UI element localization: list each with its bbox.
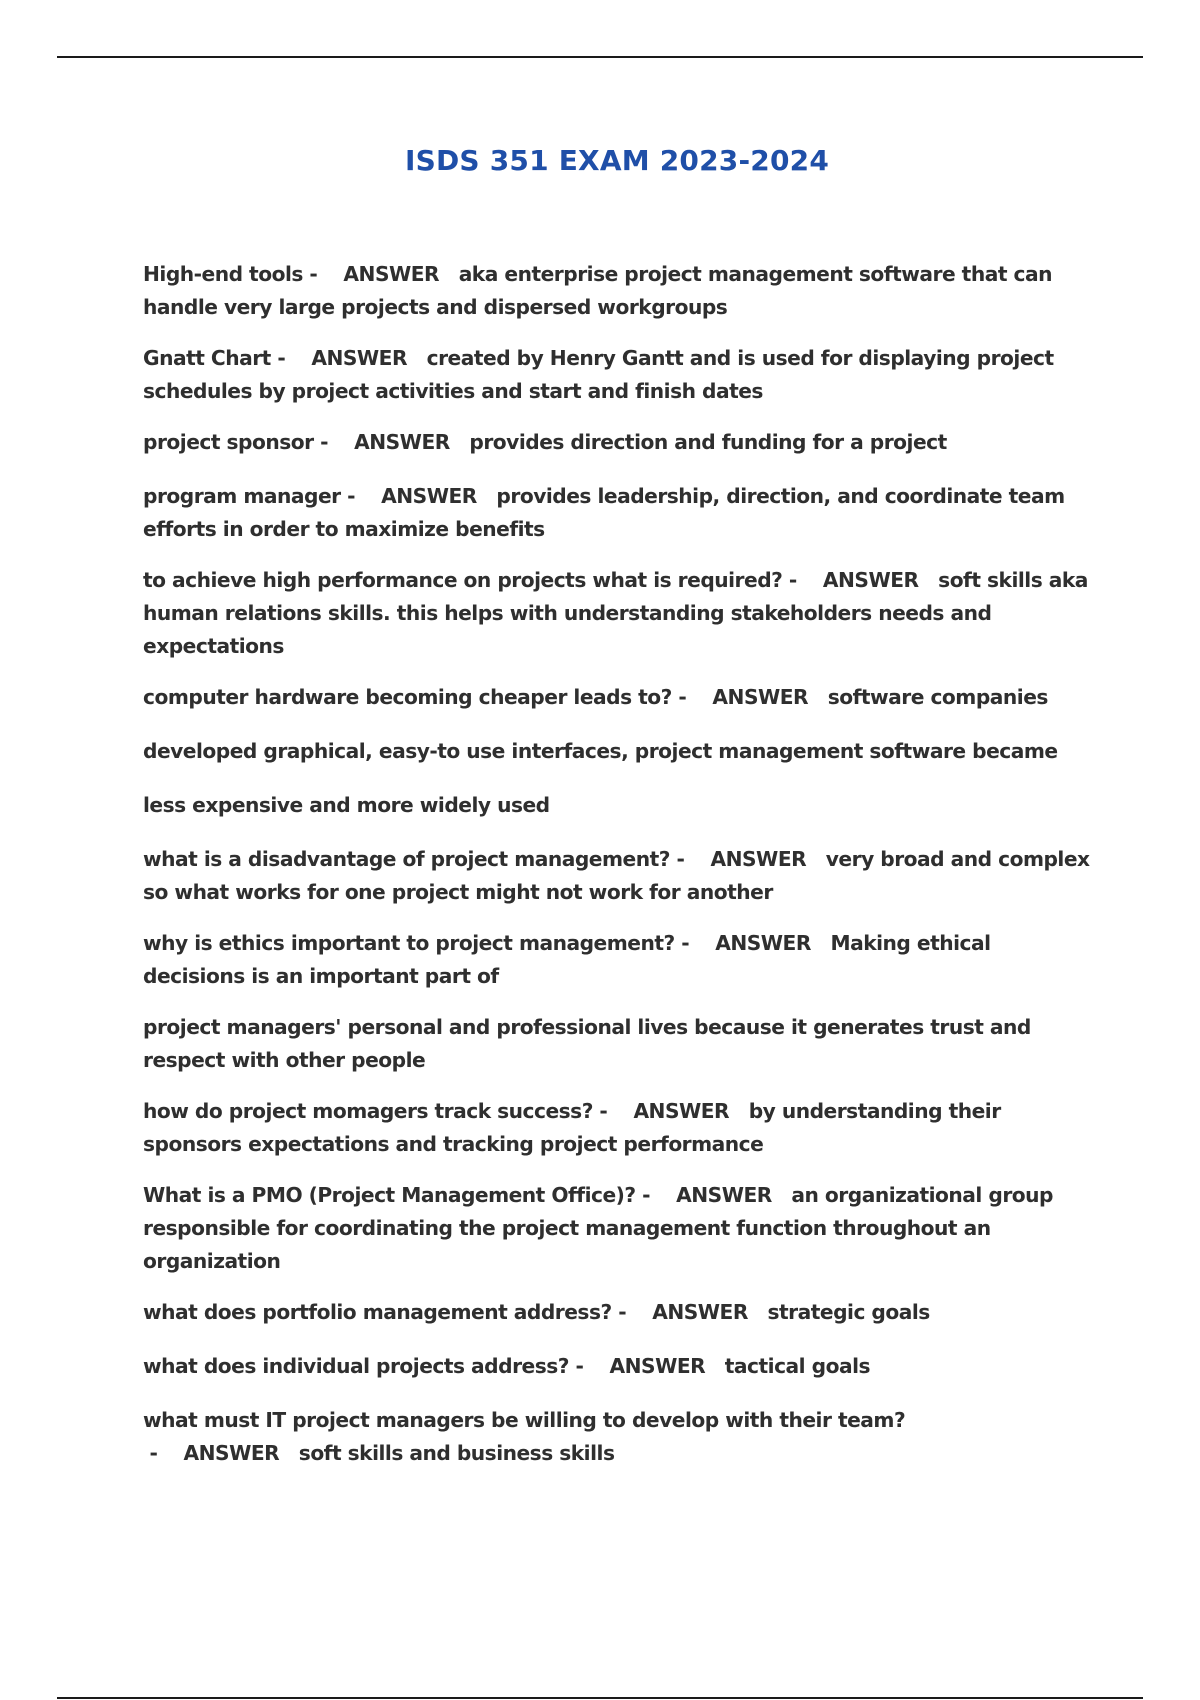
question-text: what must IT project managers be willing to develop with their team? [143,1408,906,1432]
answer-text: created by Henry Gantt and is used for displaying project schedules by project activities and start and finish dates [143,346,1054,403]
answer-label: ANSWER [633,1099,730,1123]
qa-item [143,681,1093,714]
answer-text: tactical goals [724,1354,871,1378]
question-text: program manager [143,484,341,508]
qa-item [143,1095,1093,1161]
answer-label: ANSWER [710,847,807,871]
qa-item [143,342,1093,408]
separator: - [592,1099,614,1123]
qa-item [143,426,1093,459]
answer-text: provides leadership, direction, and coordinate team efforts in order to maximize benefits [143,484,1065,541]
question-text: Gnatt Chart [143,346,271,370]
answer-text: Making ethical decisions is an important part of [143,931,991,988]
continuation-line: less expensive and more widely used [143,793,550,817]
answer-label: ANSWER [822,568,919,592]
question-text: what is a disadvantage of project management? [143,847,670,871]
separator: - [568,1354,590,1378]
footer-rule [57,1697,1143,1699]
qa-item [143,843,1093,909]
answer-label: ANSWER [354,430,450,454]
answer-label: ANSWER [676,1183,772,1207]
question-text: why is ethics important to project management? [143,931,675,955]
question-text: project sponsor [143,430,314,454]
answer-text: soft skills aka human relations skills. this helps with understanding stakeholders needs and expectations [143,568,1088,658]
question-text: how do project momagers track success? [143,1099,593,1123]
answer-label: ANSWER [343,262,440,286]
question-text: to achieve high performance on projects what is required? [143,568,783,592]
qa-item [143,258,1093,324]
separator: - [302,262,324,286]
answer-label: ANSWER [712,685,809,709]
separator: - [674,931,696,955]
question-text: High-end tools [143,262,303,286]
qa-item [143,564,1093,663]
question-text: computer hardware becoming cheaper leads to? [143,685,672,709]
answer-text: software companies [827,685,1048,709]
qa-item [143,1350,1093,1383]
separator: - [270,346,292,370]
separator: - [313,430,335,454]
answer-label: ANSWER [609,1354,706,1378]
answer-text: very broad and complex so what works for one project might not work for another [143,847,1090,904]
document-body [143,258,1093,1488]
answer-text: aka enterprise project management software that can handle very large projects and dispersed workgroups [143,262,1052,319]
question-text: What is a PMO (Project Management Office)? [143,1183,636,1207]
separator: - [143,1441,164,1465]
qa-item [143,1404,1093,1470]
continuation-line: developed graphical, easy-to use interfaces, project management software became [143,739,1058,763]
separator: - [782,568,804,592]
qa-item [143,1296,1093,1329]
question-text: what does individual projects address? [143,1354,569,1378]
answer-label: ANSWER [652,1300,748,1324]
separator: - [669,847,691,871]
separator: - [611,1300,633,1324]
qa-item [143,1179,1093,1278]
answer-text: by understanding their sponsors expectations and tracking project performance [143,1099,1001,1156]
separator: - [340,484,362,508]
question-text: what does portfolio management address? [143,1300,612,1324]
continuation-line: project managers' personal and professional lives because it generates trust and respect with other people [143,1015,1031,1072]
separator: - [635,1183,657,1207]
answer-text: strategic goals [767,1300,930,1324]
answer-label: ANSWER [183,1441,280,1465]
qa-item [143,480,1093,546]
answer-label: ANSWER [311,346,408,370]
answer-label: ANSWER [715,931,811,955]
separator: - [671,685,693,709]
answer-text: soft skills and business skills [298,1441,615,1465]
header-rule [57,56,1143,58]
answer-text: provides direction and funding for a project [469,430,947,454]
answer-text: an organizational group responsible for coordinating the project management function throughout an organization [143,1183,1053,1273]
answer-label: ANSWER [381,484,477,508]
qa-item [143,927,1093,993]
document-title: ISDS 351 EXAM 2023-2024 [404,144,829,177]
